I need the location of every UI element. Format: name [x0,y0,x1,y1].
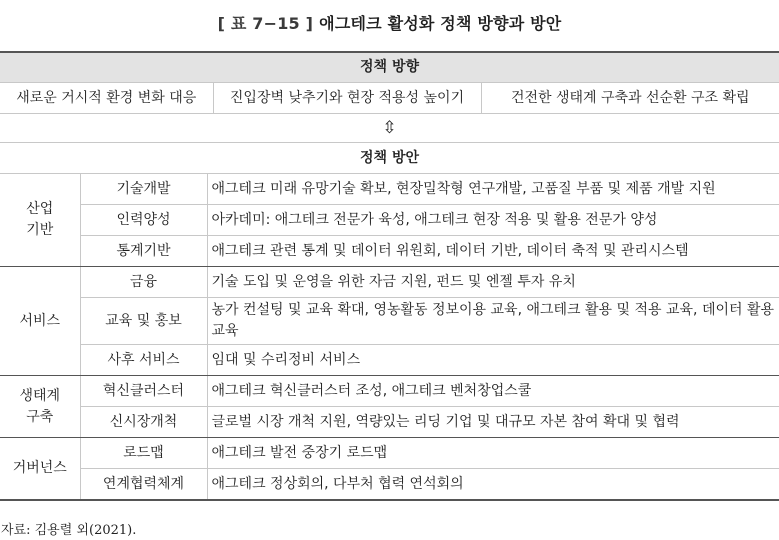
table-row [0,205,779,236]
direction-item: 진입장벽 낮추기와 현장 적용성 높이기 [213,83,481,114]
source-note: 자료: 김용렬 외(2021). [1,523,137,538]
table-row [0,345,779,376]
table-row [0,469,779,501]
sub-category: 기술개발 [80,174,207,205]
policy-table [0,51,779,501]
sub-category: 교육 및 홍보 [80,298,207,345]
plan-description: 기술 도입 및 운영을 위한 자금 지원, 펀드 및 엔젤 투자 유치 [207,267,779,298]
plan-description: 애그테크 미래 유망기술 확보, 현장밀착형 연구개발, 고품질 부품 및 제품 개발 지원 [207,174,779,205]
plan-description: 애그테크 관련 통계 및 데이터 위원회, 데이터 기반, 데이터 축적 및 관리시스템 [207,236,779,267]
table-row [0,267,779,298]
table-title-text: 애그테크 활성화 정책 방향과 방안 [319,14,562,33]
table-row [0,438,779,469]
table-row [0,236,779,267]
table-number: [ 표 7−15 ] [217,14,314,33]
sub-category: 혁신클러스터 [80,376,207,407]
direction-row [0,83,779,114]
category-cell: 생태계 구축 [0,376,80,438]
plan-description: 농가 컨설팅 및 교육 확대, 영농활동 정보이용 교육, 애그테크 활용 및 적용 교육, 데이터 활용 교육 [207,298,779,345]
direction-item: 새로운 거시적 환경 변화 대응 [0,83,213,114]
plan-description: 애그테크 발전 중장기 로드맵 [207,438,779,469]
plan-description: 애그테크 정상회의, 다부처 협력 연석회의 [207,469,779,501]
category-cell: 서비스 [0,267,80,376]
direction-header: 정책 방향 [0,52,779,83]
plan-description: 애그테크 혁신클러스터 조성, 애그테크 벤처창업스쿨 [207,376,779,407]
sub-category: 인력양성 [80,205,207,236]
sub-category: 로드맵 [80,438,207,469]
sub-category: 신시장개척 [80,407,207,438]
sub-category: 사후 서비스 [80,345,207,376]
table-row [0,174,779,205]
sub-category: 금융 [80,267,207,298]
table-row [0,298,779,345]
up-down-arrow-icon: ⇳ [0,114,779,143]
table-row [0,407,779,438]
sub-category: 연계협력체계 [80,469,207,501]
table-row [0,376,779,407]
category-cell: 거버넌스 [0,438,80,501]
plan-description: 임대 및 수리정비 서비스 [207,345,779,376]
table-title [0,11,779,34]
plan-description: 글로벌 시장 개척 지원, 역량있는 리딩 기업 및 대규모 자본 참여 확대 및 협력 [207,407,779,438]
category-cell: 산업 기반 [0,174,80,267]
direction-item: 건전한 생태계 구축과 선순환 구조 확립 [481,83,779,114]
sub-category: 통계기반 [80,236,207,267]
plan-header: 정책 방안 [0,143,779,174]
plan-description: 아카데미: 애그테크 전문가 육성, 애그테크 현장 적용 및 활용 전문가 양성 [207,205,779,236]
